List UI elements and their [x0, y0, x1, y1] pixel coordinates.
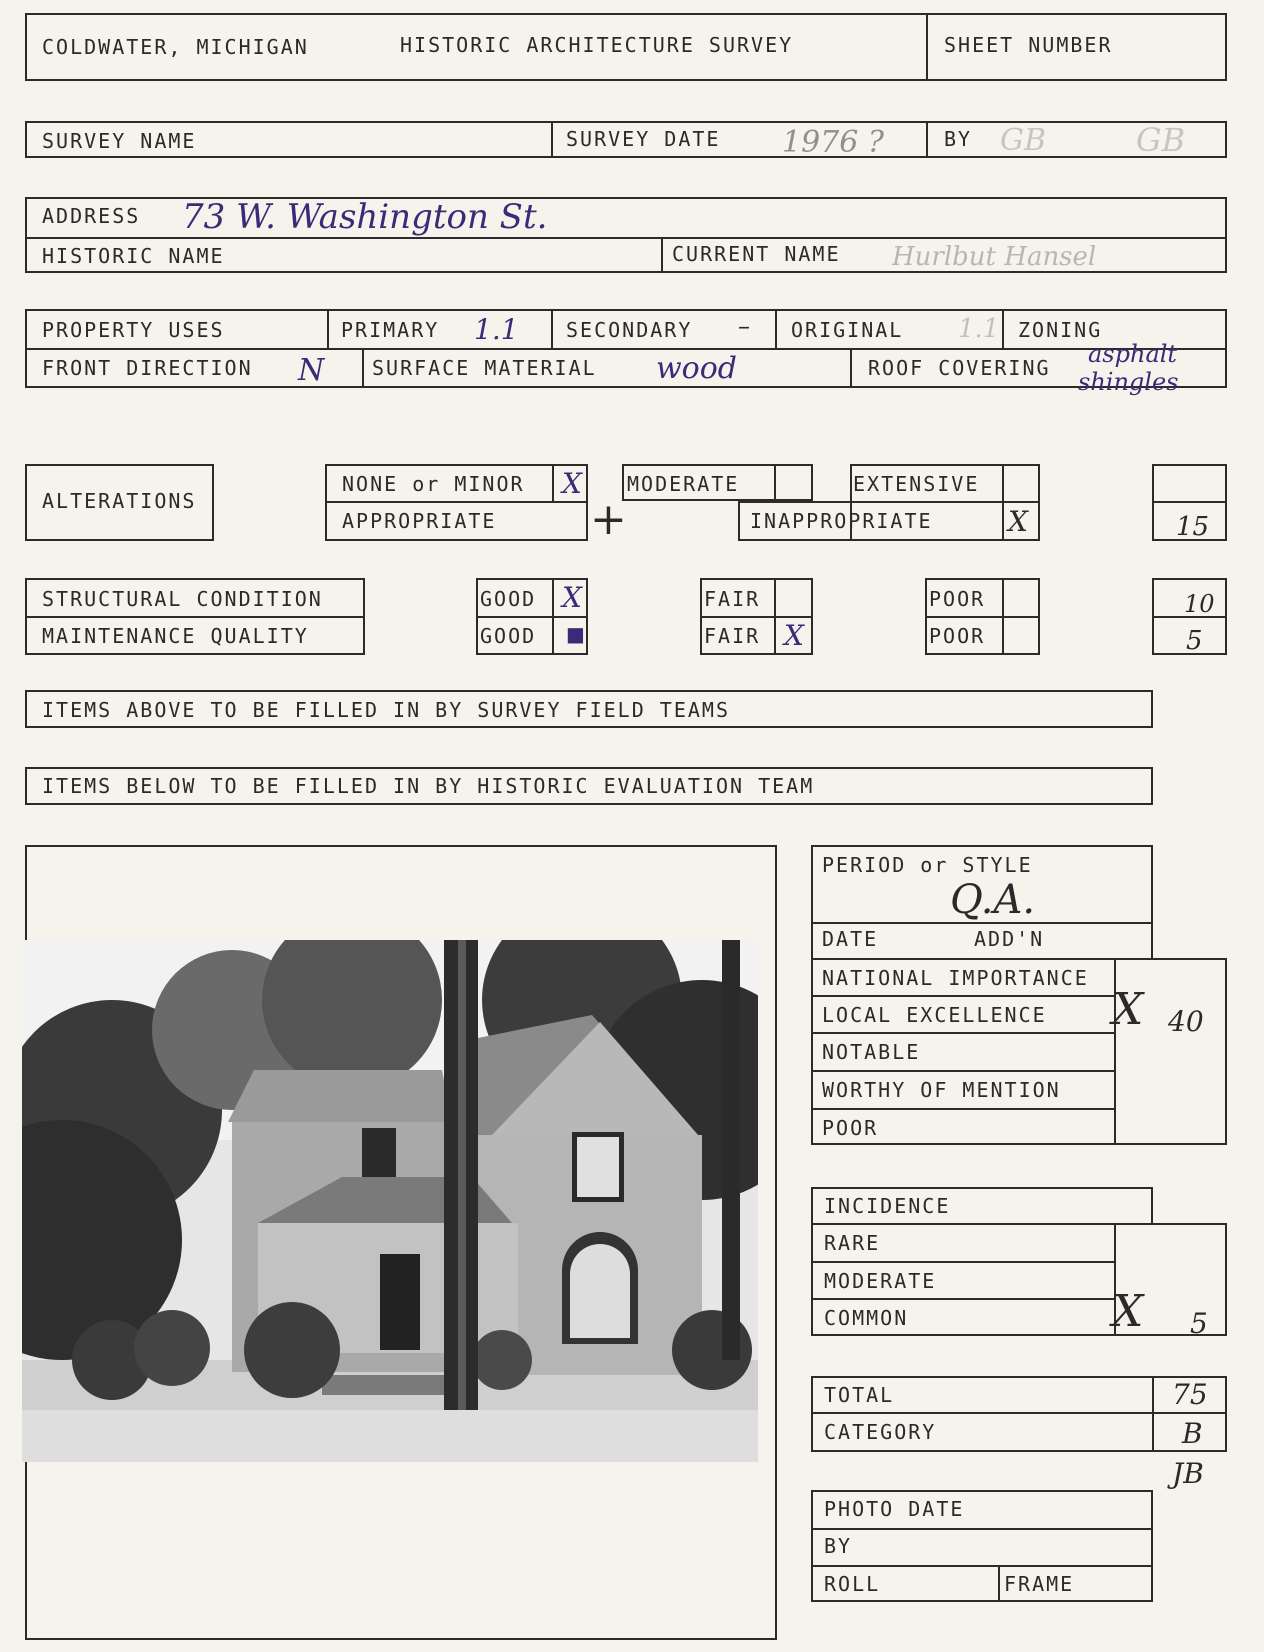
roof-covering-value-1: asphalt: [1088, 340, 1178, 368]
maintenance-good-label: GOOD: [480, 624, 537, 648]
incidence-label: INCIDENCE: [824, 1194, 951, 1218]
total-value: 75: [1172, 1378, 1208, 1411]
maintenance-fair-mark: X: [784, 619, 804, 652]
fair-divider: [700, 616, 813, 618]
house-photograph: [22, 940, 758, 1462]
incidence-common-score: 5: [1190, 1307, 1208, 1340]
importance-divider-1: [811, 995, 1115, 997]
front-direction-label: FRONT DIRECTION: [42, 356, 253, 380]
property-divider-zoning: [1002, 309, 1004, 348]
survey-date-value: 1976 ?: [782, 125, 884, 160]
period-style-value: Q.A.: [950, 877, 1036, 923]
importance-national: NATIONAL IMPORTANCE: [822, 966, 1089, 990]
structural-good-mark: X: [562, 581, 582, 614]
inappropriate-label: INAPPROPRIATE: [750, 509, 933, 533]
importance-divider-4: [811, 1108, 1115, 1110]
header-divider: [926, 13, 928, 81]
header-title: HISTORIC ARCHITECTURE SURVEY: [400, 33, 794, 57]
inappropriate-bottom-edge: [738, 539, 850, 541]
moderate-label: MODERATE: [627, 472, 740, 496]
incidence-common: COMMON: [824, 1306, 909, 1330]
local-excellence-mark: X: [1112, 984, 1144, 1035]
structural-poor-label: POOR: [929, 587, 986, 611]
structural-good-label: GOOD: [480, 587, 537, 611]
historic-name-label: HISTORIC NAME: [42, 244, 225, 268]
address-row-divider: [25, 237, 1227, 239]
evaluation-team-note: ITEMS BELOW TO BE FILLED IN BY HISTORIC EVALUATION TEAM: [42, 774, 815, 798]
property-uses-label: PROPERTY USES: [42, 318, 225, 342]
none-minor-mark: X: [562, 467, 582, 500]
property-row-divider: [25, 348, 1227, 350]
poor-check-divider: [1002, 578, 1004, 655]
totals-value-divider: [1152, 1376, 1154, 1452]
date-label: DATE: [822, 927, 879, 951]
incidence-rare: RARE: [824, 1231, 881, 1255]
current-name-label: CURRENT NAME: [672, 242, 841, 266]
maintenance-fair-label: FAIR: [704, 624, 761, 648]
none-minor-check-divider: [552, 464, 554, 501]
property-divider-primary: [327, 309, 329, 348]
primary-value: 1.1: [474, 313, 519, 346]
original-label: ORIGINAL: [791, 318, 904, 342]
photo-info-divider-1: [811, 1528, 1153, 1530]
incidence-moderate: MODERATE: [824, 1269, 937, 1293]
inappropriate-mark: X: [1008, 505, 1028, 538]
incidence-divider-2: [811, 1298, 1115, 1300]
extensive-row-divider: [738, 501, 1040, 503]
survey-date-label: SURVEY DATE: [566, 127, 721, 151]
header-city: COLDWATER, MICHIGAN: [42, 35, 309, 59]
appropriate-label: APPROPRIATE: [342, 509, 497, 533]
maintenance-good-mark: ■: [566, 622, 585, 646]
current-name-divider: [661, 237, 663, 273]
evaluator-initials: JB: [1172, 1457, 1204, 1490]
sheet-number-label: SHEET NUMBER: [944, 33, 1113, 57]
importance-local: LOCAL EXCELLENCE: [822, 1003, 1047, 1027]
incidence-common-mark: X: [1112, 1286, 1144, 1337]
property-divider-secondary: [551, 309, 553, 348]
property-divider-roof: [850, 348, 852, 388]
extensive-label: EXTENSIVE: [853, 472, 980, 496]
category-label: CATEGORY: [824, 1420, 937, 1444]
importance-divider-2: [811, 1032, 1115, 1034]
property-divider-original: [775, 309, 777, 348]
alterations-score: 15: [1176, 512, 1210, 542]
survey-by-value: GB: [1000, 123, 1047, 158]
alterations-label: ALTERATIONS: [42, 489, 197, 513]
good-divider: [476, 616, 588, 618]
none-minor-label: NONE or MINOR: [342, 472, 525, 496]
maintenance-quality-label: MAINTENANCE QUALITY: [42, 624, 309, 648]
importance-worthy: WORTHY OF MENTION: [822, 1078, 1061, 1102]
incidence-divider-1: [811, 1261, 1115, 1263]
address-value: 73 W. Washington St.: [182, 197, 548, 237]
maintenance-score: 5: [1186, 626, 1203, 656]
none-minor-row-divider: [325, 501, 588, 503]
moderate-check-divider: [774, 464, 776, 501]
condition-label-divider: [25, 616, 365, 618]
good-check-divider: [552, 578, 554, 655]
alterations-score-divider: [1152, 501, 1227, 503]
structural-fair-label: FAIR: [704, 587, 761, 611]
importance-poor: POOR: [822, 1116, 879, 1140]
surface-material-value: wood: [656, 351, 738, 386]
survey-divider-2: [926, 121, 928, 158]
inappropriate-left-edge: [738, 501, 740, 541]
poor-divider: [925, 616, 1040, 618]
photo-info-divider-2: [811, 1565, 1153, 1567]
roll-label: ROLL: [824, 1572, 881, 1596]
totals-divider: [811, 1412, 1227, 1414]
secondary-label: SECONDARY: [566, 318, 693, 342]
total-label: TOTAL: [824, 1383, 895, 1407]
photo-by-label: BY: [824, 1534, 853, 1558]
survey-name-label: SURVEY NAME: [42, 129, 197, 153]
roof-covering-label: ROOF COVERING: [868, 356, 1051, 380]
primary-label: PRIMARY: [341, 318, 440, 342]
zoning-label: ZONING: [1018, 318, 1103, 342]
frame-label: FRAME: [1004, 1572, 1075, 1596]
importance-notable: NOTABLE: [822, 1040, 921, 1064]
current-name-value: Hurlbut Hansel: [892, 242, 1097, 272]
category-value: B: [1182, 1417, 1203, 1450]
survey-divider-1: [551, 121, 553, 158]
structural-score: 10: [1184, 590, 1215, 618]
surface-material-label: SURFACE MATERIAL: [372, 356, 597, 380]
maintenance-poor-label: POOR: [929, 624, 986, 648]
front-direction-value: N: [298, 353, 325, 388]
field-teams-note: ITEMS ABOVE TO BE FILLED IN BY SURVEY FIELD TEAMS: [42, 698, 731, 722]
frame-divider: [998, 1565, 1000, 1602]
original-value: 1.1: [958, 314, 1000, 344]
structural-condition-label: STRUCTURAL CONDITION: [42, 587, 323, 611]
survey-by-label: BY: [944, 127, 973, 151]
photo-date-label: PHOTO DATE: [824, 1497, 965, 1521]
property-divider-surface: [362, 348, 364, 388]
fair-check-divider: [774, 578, 776, 655]
period-style-label: PERIOD or STYLE: [822, 853, 1033, 877]
roof-covering-value-2: shingles: [1078, 368, 1179, 396]
survey-by-value-2: GB: [1136, 121, 1186, 159]
address-label: ADDRESS: [42, 204, 141, 228]
secondary-value: –: [738, 312, 750, 340]
addn-label: ADD'N: [974, 927, 1045, 951]
local-excellence-score: 40: [1168, 1005, 1204, 1038]
appropriate-mark: +: [590, 494, 627, 545]
importance-divider-3: [811, 1070, 1115, 1072]
